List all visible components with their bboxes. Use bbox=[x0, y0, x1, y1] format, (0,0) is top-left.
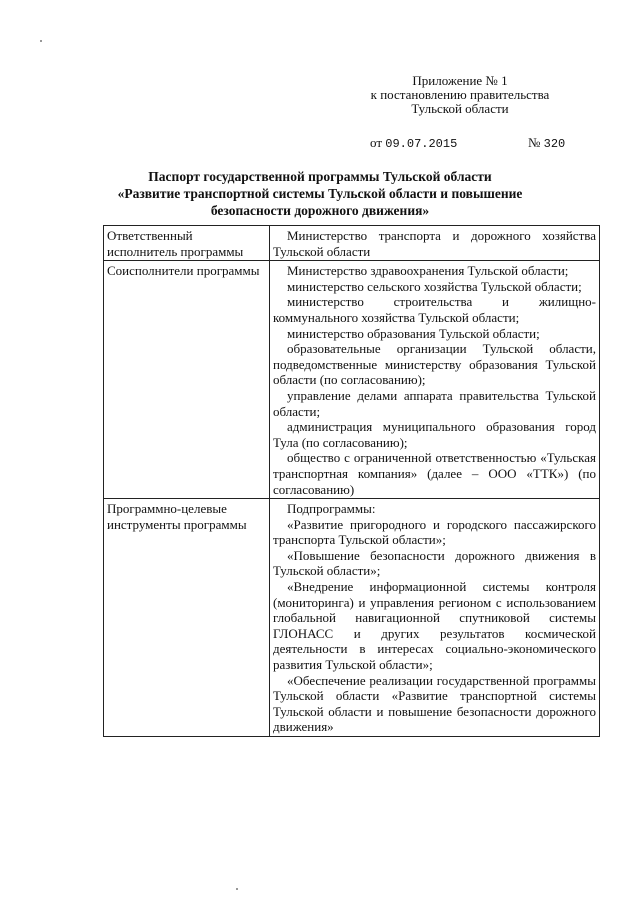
scan-speck bbox=[40, 40, 42, 42]
appendix-region-line: Тульской области bbox=[411, 101, 509, 116]
paragraph: Подпрограммы: bbox=[287, 501, 376, 517]
scan-speck bbox=[236, 888, 238, 890]
paragraph: «Обеспечение реализации государственной программы Тульской области «Развитие транспортной системы Тульской области и повышение безопасности дорожного движения» bbox=[273, 672, 596, 735]
table-row bbox=[104, 226, 600, 261]
passport-table bbox=[103, 225, 600, 737]
title-line-3: безопасности дорожного движения» bbox=[210, 203, 430, 218]
paragraph: министерство сельского хозяйства Тульской области; bbox=[287, 278, 582, 294]
paragraph: образовательные организации Тульской области, подведомственные министерству образования Тульской области (по согласованию); bbox=[273, 341, 596, 388]
order-number-label: № bbox=[528, 135, 541, 150]
paragraph: Министерство транспорта и дорожного хозяйства Тульской области bbox=[273, 228, 596, 259]
row-label-responsible: Ответственный исполнитель программы bbox=[104, 226, 270, 261]
paragraph: общество с ограниченной ответственностью «Тульская транспортная компания» (далее – ООО «ТТК») (по согласованию) bbox=[273, 450, 596, 497]
row-value-responsible bbox=[270, 226, 600, 261]
paragraph: министерство образования Тульской области; bbox=[287, 325, 540, 341]
table-row bbox=[104, 499, 600, 737]
paragraph: управление делами аппарата правительства Тульской области; bbox=[273, 387, 596, 419]
title-line-1: Паспорт государственной программы Тульской области bbox=[148, 169, 492, 184]
order-number: 320 bbox=[543, 137, 566, 151]
paragraph: Министерство здравоохранения Тульской области; bbox=[287, 263, 569, 279]
appendix-header bbox=[360, 74, 560, 116]
row-label-coexecutors: Соисполнители программы bbox=[104, 261, 270, 499]
order-reference bbox=[370, 135, 590, 151]
paragraph: «Повышение безопасности дорожного движения в Тульской области»; bbox=[273, 547, 596, 579]
title-line-2: «Развитие транспортной системы Тульской области и повышение bbox=[117, 186, 523, 201]
appendix-resolution-line: к постановлению правительства bbox=[370, 87, 550, 102]
order-date: 09.07.2015 bbox=[385, 137, 458, 151]
paragraph: «Развитие пригородного и городского пассажирского транспорта Тульской области»; bbox=[273, 516, 596, 548]
appendix-title: Приложение № 1 bbox=[412, 73, 508, 88]
row-label-instruments: Программно-целевые инструменты программы bbox=[104, 499, 270, 737]
table-row bbox=[104, 261, 600, 499]
order-number-group bbox=[528, 135, 565, 151]
row-value-instruments bbox=[270, 499, 600, 737]
paragraph: «Внедрение информационной системы контроля (мониторинга) и управления регионом с использованием глобальной навигационной спутниковой системы ГЛОНАСС и других результатов космической деятельности в интересах социально-экономического развития Тульской области»; bbox=[273, 579, 596, 673]
row-value-coexecutors bbox=[270, 261, 600, 499]
paragraph: администрация муниципального образования город Тула (по согласованию); bbox=[273, 419, 596, 450]
document-title bbox=[60, 168, 580, 219]
paragraph: министерство строительства и жилищно-коммунального хозяйства Тульской области; bbox=[273, 294, 596, 325]
order-from-label: от bbox=[370, 135, 383, 150]
